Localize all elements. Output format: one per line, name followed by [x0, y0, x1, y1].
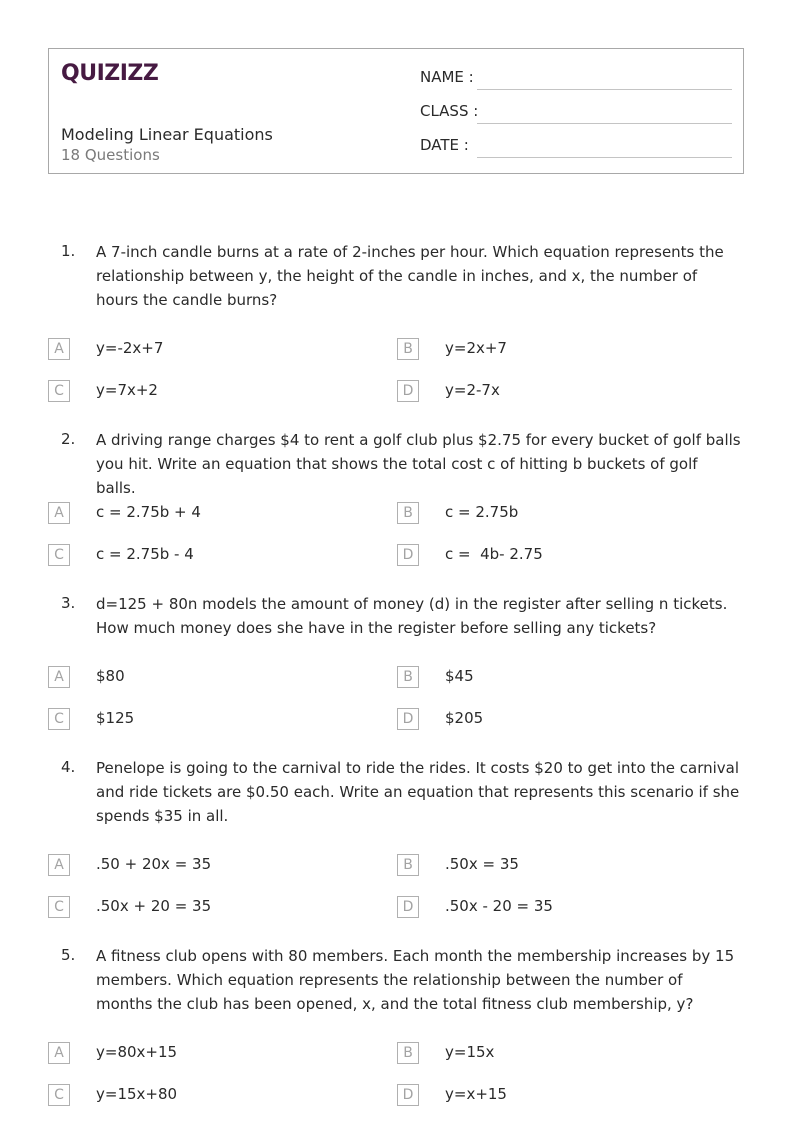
option-text-b: y=15x: [445, 1043, 495, 1061]
option-box-d[interactable]: D: [397, 1084, 419, 1106]
option-box-c[interactable]: C: [48, 708, 70, 730]
class-field[interactable]: [477, 123, 732, 124]
question-text: A fitness club opens with 80 members. Each month the membership increases by 15 members. Which equation represents the relationship between the number of months the club has been opened, x, and the total fitness club membership, y?: [96, 947, 735, 1013]
name-label: NAME :: [420, 68, 474, 86]
option-text-c: c = 2.75b - 4: [96, 545, 194, 563]
worksheet-title: Modeling Linear Equations: [61, 125, 273, 144]
option-text-d: y=2-7x: [445, 381, 500, 399]
option-text-c: .50x + 20 = 35: [96, 897, 212, 915]
option-text-a: $80: [96, 667, 125, 685]
option-box-b[interactable]: B: [397, 1042, 419, 1064]
option-text-c: y=15x+80: [96, 1085, 178, 1103]
option-text-a: y=-2x+7: [96, 339, 164, 357]
logo-text: QUIZIZZ: [61, 61, 159, 86]
option-text-d: y=x+15: [445, 1085, 507, 1103]
option-box-a[interactable]: A: [48, 1042, 70, 1064]
question-text: A driving range charges $4 to rent a golf club plus $2.75 for every bucket of golf balls you hit. Write an equation that shows the total cost c of hitting b buckets of golf balls.: [96, 431, 741, 497]
option-text-b: $45: [445, 667, 474, 685]
option-box-a[interactable]: A: [48, 854, 70, 876]
option-box-b[interactable]: B: [397, 502, 419, 524]
option-text-d: .50x - 20 = 35: [445, 897, 553, 915]
option-box-b[interactable]: B: [397, 666, 419, 688]
option-box-b[interactable]: B: [397, 854, 419, 876]
question-number: 3.: [61, 594, 76, 612]
question-count: 18 Questions: [61, 146, 160, 164]
option-text-c: $125: [96, 709, 135, 727]
option-box-d[interactable]: D: [397, 544, 419, 566]
question-number: 2.: [61, 430, 76, 448]
question-number: 1.: [61, 242, 76, 260]
option-text-c: y=7x+2: [96, 381, 158, 399]
option-text-b: c = 2.75b: [445, 503, 519, 521]
option-box-d[interactable]: D: [397, 896, 419, 918]
option-box-c[interactable]: C: [48, 896, 70, 918]
option-box-c[interactable]: C: [48, 1084, 70, 1106]
option-box-a[interactable]: A: [48, 502, 70, 524]
option-text-a: c = 2.75b + 4: [96, 503, 201, 521]
option-box-d[interactable]: D: [397, 708, 419, 730]
option-text-a: .50 + 20x = 35: [96, 855, 212, 873]
option-box-a[interactable]: A: [48, 338, 70, 360]
option-box-d[interactable]: D: [397, 380, 419, 402]
class-label: CLASS :: [420, 102, 479, 120]
question-text: A 7-inch candle burns at a rate of 2-inches per hour. Which equation represents the relationship between y, the height of the candle in inches, and x, the number of hours the candle burns?: [96, 243, 724, 309]
name-field[interactable]: [477, 89, 732, 90]
question-number: 5.: [61, 946, 76, 964]
question-text: Penelope is going to the carnival to ride the rides. It costs $20 to get into the carnival and ride tickets are $0.50 each. Write an equation that represents this scenario if she spends $35 in all.: [96, 759, 740, 825]
date-label: DATE :: [420, 136, 469, 154]
option-text-d: c = 4b- 2.75: [445, 545, 543, 563]
option-box-c[interactable]: C: [48, 544, 70, 566]
option-text-d: $205: [445, 709, 484, 727]
question-number: 4.: [61, 758, 76, 776]
option-box-c[interactable]: C: [48, 380, 70, 402]
option-box-b[interactable]: B: [397, 338, 419, 360]
date-field[interactable]: [477, 157, 732, 158]
option-text-b: .50x = 35: [445, 855, 519, 873]
quizizz-logo: [61, 58, 181, 86]
option-box-a[interactable]: A: [48, 666, 70, 688]
question-text: d=125 + 80n models the amount of money (d) in the register after selling n tickets. How much money does she have in the register before selling any tickets?: [96, 595, 728, 637]
option-text-a: y=80x+15: [96, 1043, 178, 1061]
option-text-b: y=2x+7: [445, 339, 507, 357]
